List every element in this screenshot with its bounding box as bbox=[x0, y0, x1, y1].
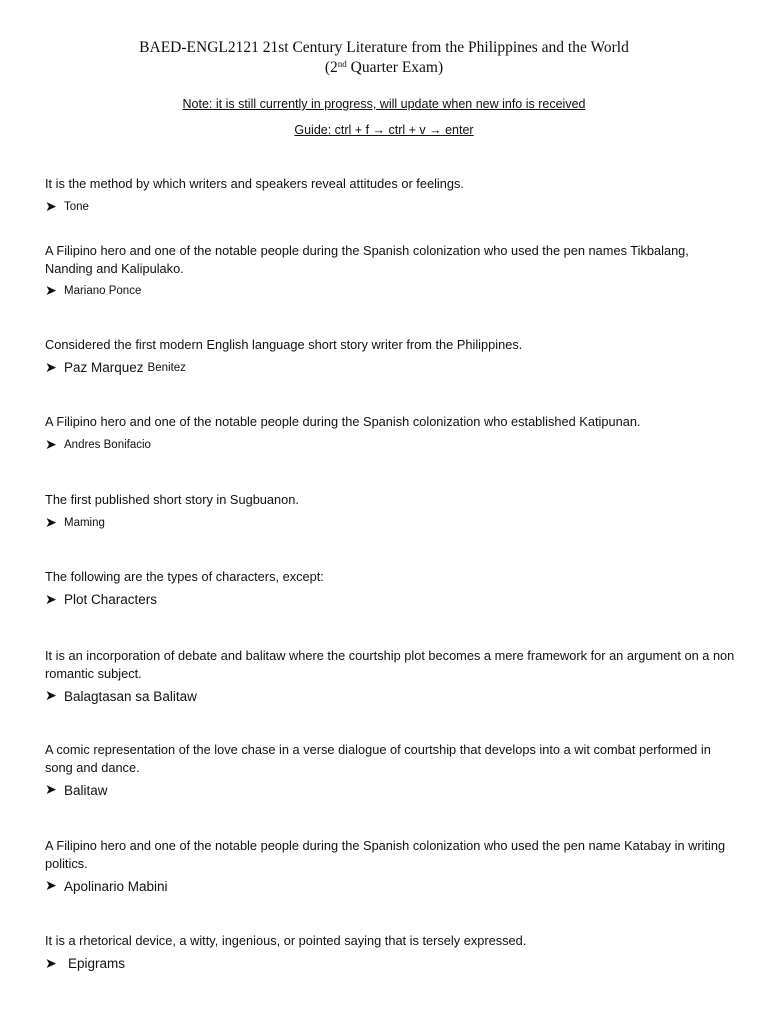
answer-row bbox=[45, 592, 735, 608]
answer-row bbox=[45, 515, 735, 531]
answer-text: Andres Bonifacio bbox=[64, 438, 151, 451]
question-text: A Filipino hero and one of the notable people during the Spanish colonization who used the pen name Katabay in writing politics. bbox=[45, 838, 726, 871]
arrow-bullet-icon: ➤ bbox=[45, 283, 57, 299]
qa-item bbox=[45, 932, 735, 972]
question-text: It is an incorporation of debate and balitaw where the courtship plot becomes a mere framework for an argument on a non romantic subject. bbox=[45, 648, 735, 681]
arrow-bullet-icon: ➤ bbox=[45, 359, 57, 376]
question-text: A Filipino hero and one of the notable people during the Spanish colonization who established Katipunan. bbox=[45, 414, 641, 429]
qa-item bbox=[45, 741, 735, 798]
arrow-bullet-icon: ➤ bbox=[45, 782, 57, 798]
question-text: The first published short story in Sugbuanon. bbox=[45, 492, 299, 507]
qa-item bbox=[45, 647, 735, 704]
question-text: The following are the types of characters, except: bbox=[45, 569, 324, 584]
title-line-2-suffix: Quarter Exam) bbox=[346, 59, 444, 76]
answer-text: Maming bbox=[64, 516, 105, 529]
qa-item bbox=[45, 175, 735, 215]
answer-text: Epigrams bbox=[68, 956, 126, 971]
arrow-bullet-icon: ➤ bbox=[45, 688, 57, 704]
arrow-bullet-icon: ➤ bbox=[45, 878, 57, 894]
answer-row bbox=[45, 199, 735, 215]
answer-text: Mariano Ponce bbox=[64, 285, 142, 297]
arrow-bullet-icon: ➤ bbox=[45, 514, 57, 531]
question-text: A comic representation of the love chase in a verse dialogue of courtship that develops into a wit combat performed in song and dance. bbox=[45, 742, 711, 775]
search-guide: Guide: ctrl + f → ctrl + v → enter bbox=[294, 123, 474, 137]
arrow-bullet-icon: ➤ bbox=[45, 198, 57, 215]
answer-text: Balitaw bbox=[64, 782, 108, 798]
qa-item bbox=[45, 568, 735, 608]
answer-row bbox=[45, 283, 735, 299]
answer-row bbox=[45, 437, 735, 453]
title-line-2 bbox=[0, 58, 768, 78]
qa-item bbox=[45, 336, 735, 376]
arrow-bullet-icon: ➤ bbox=[45, 591, 57, 608]
qa-item bbox=[45, 491, 735, 531]
answer-row bbox=[45, 360, 735, 376]
answer-text: Tone bbox=[64, 200, 89, 213]
answer-row bbox=[45, 878, 735, 894]
qa-item bbox=[45, 242, 735, 299]
question-text: It is a rhetorical device, a witty, ingenious, or pointed saying that is tersely expressed. bbox=[45, 933, 527, 948]
question-text: It is the method by which writers and speakers reveal attitudes or feelings. bbox=[45, 176, 464, 191]
question-text: Considered the first modern English language short story writer from the Philippines. bbox=[45, 337, 523, 352]
arrow-bullet-icon: ➤ bbox=[45, 955, 57, 972]
arrow-bullet-icon: ➤ bbox=[45, 436, 57, 453]
answer-text: Plot Characters bbox=[64, 592, 158, 607]
question-text: A Filipino hero and one of the notable people during the Spanish colonization who used the pen names Tikbalang, Nanding and Kalipulako. bbox=[45, 243, 689, 276]
answer-row bbox=[45, 782, 735, 798]
qa-item bbox=[45, 413, 735, 453]
title-line-1: BAED-ENGL2121 21st Century Literature from the Philippines and the World bbox=[139, 39, 629, 56]
answer-text: Balagtasan sa Balitaw bbox=[64, 688, 197, 704]
answer-row bbox=[45, 956, 735, 972]
title-line-2-prefix: (2 bbox=[324, 59, 338, 76]
title-line-2-superscript: nd bbox=[337, 59, 347, 69]
progress-note: Note: it is still currently in progress, will update when new info is received bbox=[182, 97, 586, 111]
answer-text-part-2: Benitez bbox=[147, 361, 186, 374]
qa-item bbox=[45, 837, 735, 894]
document-title bbox=[0, 38, 768, 78]
answer-text: Apolinario Mabini bbox=[64, 878, 168, 894]
answer-row bbox=[45, 688, 735, 704]
answer-text-part-1: Paz Marquez bbox=[64, 360, 144, 375]
